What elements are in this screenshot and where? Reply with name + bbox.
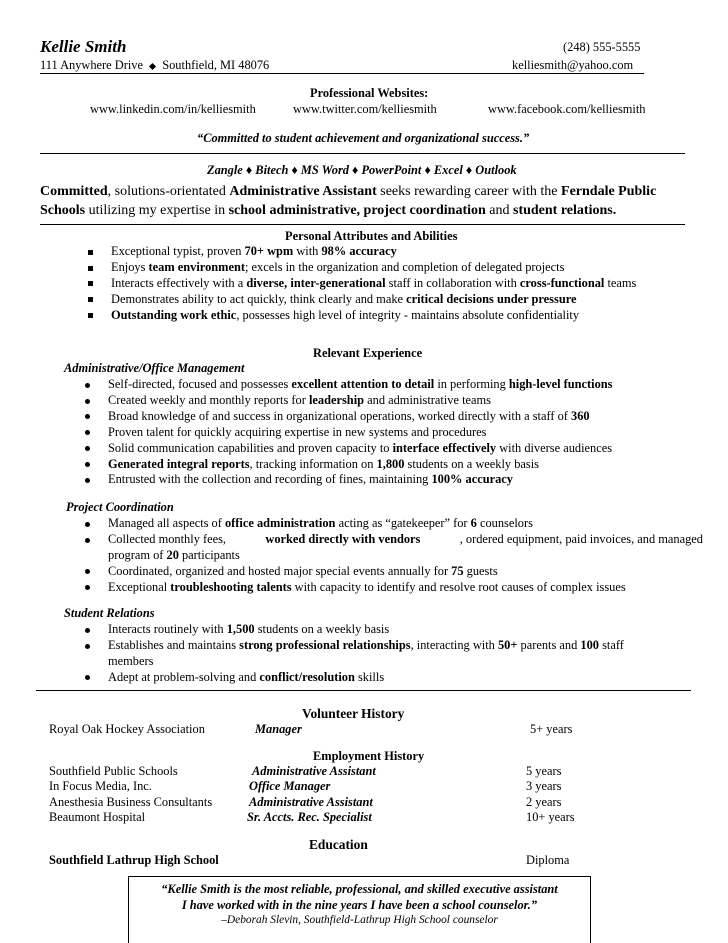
address-city: Southfield, MI 48076 [162,58,270,72]
job-years: 2 years [526,794,562,809]
list-item [111,260,636,276]
list-item [108,441,613,457]
job-title: Administrative Assistant [252,764,376,778]
item-bold: high-level functions [508,377,613,391]
item-text: Adept at problem-solving and [108,669,260,684]
bullet-icon [85,638,90,654]
job-title: Administrative Assistant [249,794,373,809]
phone-number: (248) 555-5555 [563,40,641,54]
bullet-icon [85,377,90,393]
table-row [0,810,728,826]
item-text: Proven talent for quickly acquiring expertise in new systems and procedures [108,424,487,439]
education-degree: Diploma [526,853,570,867]
item-text: in performing [434,377,509,391]
employer-name: Beaumont Hospital [49,809,146,824]
item-text: parents and [517,637,581,652]
item-text: with [293,244,322,258]
list-item [108,580,703,596]
job-title: Sr. Accts. Rec. Specialist [247,809,372,824]
motto: “Committed to student achievement and organizational success.” [197,131,530,145]
item-bold: office administration [224,516,336,530]
student-section-title: Student Relations [64,606,155,620]
item-bold: 50+ [497,637,518,652]
list-item [108,472,613,488]
address-street: 111 Anywhere Drive [40,58,143,72]
item-text: ; excels in the organization and completion of delegated projects [245,259,565,274]
item-text: students on a weekly basis [254,622,390,636]
item-text: skills [354,669,385,684]
education-heading: Education [309,837,368,852]
item-text: Enjoys [111,259,149,274]
item-text: acting as “gatekeeper” for [335,516,471,530]
item-bold: 100 [580,637,599,652]
list-item [108,622,624,638]
item-bold: team environment [148,259,246,274]
list-item [108,377,613,393]
list-item [111,244,636,260]
item-bold: 1,500 [226,622,255,636]
summary-paragraph [40,183,700,220]
job-title: Office Manager [249,779,331,794]
item-text: Managed all aspects of [108,516,225,530]
skills-bar: Zangle ♦ Bitech ♦ MS Word ♦ PowerPoint ♦ Excel ♦ Outlook [207,163,517,177]
item-text: and administrative teams [364,392,491,407]
summary-text: utilizing my expertise in [85,202,229,218]
item-text: , possesses high level of integrity - maintains absolute confidentiality [236,307,580,322]
item-bold: troubleshooting talents [170,579,292,594]
facebook-link[interactable]: www.facebook.com/kelliesmith [488,102,646,116]
volunteer-years: 5+ years [530,722,573,736]
bullet-icon [85,441,90,457]
list-item [108,670,624,686]
volunteer-role: Manager [255,722,302,736]
bullet-icon [88,260,93,276]
item-text: members [108,653,154,668]
item-bold: 100% accuracy [431,472,514,487]
item-text: , tracking information on [249,456,377,471]
item-text: staff [598,637,624,652]
item-bold: excellent attention to detail [291,377,435,391]
job-years: 3 years [526,779,562,794]
item-text: staff in collaboration with [385,275,520,290]
item-bold: interface effectively [392,440,497,455]
item-text: Coordinated, organized and hosted major special events annually for [108,563,452,578]
job-years: 5 years [526,764,562,778]
bullet-icon [85,580,90,596]
bullet-icon [85,457,90,473]
list-item [108,516,703,532]
item-text: Broad knowledge of and success in organizational operations, worked directly with a staff of [108,408,572,423]
item-bold: 70+ wpm [244,244,294,258]
list-item [111,308,636,324]
admin-list [108,377,613,488]
item-text: Collected monthly fees, [108,531,227,546]
summary-text: and [485,202,513,218]
bullet-icon [85,516,90,532]
item-bold: cross-functional [519,275,605,290]
item-text: Self-directed, focused and possesses [108,377,292,391]
item-bold: critical decisions under pressure [406,291,577,306]
bullet-icon [88,276,93,292]
item-text: students on a weekly basis [404,456,539,471]
education-school: Southfield Lathrup High School [49,853,219,867]
list-item [108,425,613,441]
bullet-icon [88,244,93,260]
employment-heading: Employment History [313,749,425,763]
list-item [108,564,703,580]
list-item [111,292,636,308]
linkedin-link[interactable]: www.linkedin.com/in/kelliesmith [90,102,256,116]
bullet-icon [85,564,90,580]
twitter-link[interactable]: www.twitter.com/kelliesmith [293,102,437,116]
testimonial-attribution: –Deborah Slevin, Southfield-Lathrup High School counselor [221,914,498,926]
item-text: Solid communication capabilities and proven capacity to [108,440,393,455]
employer-name: In Focus Media, Inc. [49,779,152,794]
list-item [108,409,613,425]
list-item [111,276,636,292]
table-row [0,722,728,738]
item-text: program of [108,547,167,562]
table-row [0,853,728,869]
employer-name: Anesthesia Business Consultants [49,794,213,809]
volunteer-org: Royal Oak Hockey Association [49,722,205,736]
bullet-icon [85,532,90,548]
volunteer-heading: Volunteer History [302,706,405,721]
bullet-icon [85,425,90,441]
header-divider [40,73,644,74]
item-bold: 98% accuracy [321,244,397,258]
motto-divider [40,153,685,154]
item-text: participants [178,547,240,562]
item-text: , ordered equipment, paid invoices, and managed [459,531,703,546]
student-list [108,622,624,686]
testimonial-box [128,876,591,943]
email-address: kelliesmith@yahoo.com [512,58,634,72]
project-list [108,516,703,596]
item-text: , interacting with [410,637,498,652]
item-bold: strong professional relationships [239,637,411,652]
attributes-list [111,244,636,324]
summary-bold: Ferndale Public [561,184,657,199]
list-item [108,393,613,409]
item-text: Establishes and maintains [108,637,240,652]
address [40,58,269,73]
summary-bold: Schools [40,202,86,218]
item-bold: diverse, inter-generational [246,275,386,290]
item-bold: 6 [470,516,477,530]
item-bold: 360 [571,408,590,423]
item-text: Exceptional [108,579,171,594]
bullet-icon [85,409,90,425]
summary-bold: Committed [40,184,108,199]
item-text: Interacts effectively with a [111,275,247,290]
list-item [108,532,703,564]
testimonial-line-2: I have worked with in the nine years I have been a school counselor.” [181,898,538,912]
item-text: Demonstrates ability to act quickly, think clearly and make [111,291,407,306]
item-text: with capacity to identify and resolve root causes of complex issues [291,579,626,594]
item-bold: 75 [451,563,464,578]
list-item [108,457,613,473]
item-bold: 1,800 [376,456,405,471]
table-row [0,779,728,795]
item-text: counselors [476,516,533,530]
item-text: Created weekly and monthly reports for [108,392,309,407]
bullet-icon [88,292,93,308]
table-row [0,795,728,811]
summary-bold: student relations. [513,202,617,218]
list-item [108,638,624,670]
item-bold: 20 [166,547,179,562]
item-bold: Generated integral reports [108,456,250,471]
item-bold: worked directly with vendors [265,531,421,546]
summary-divider [40,224,685,225]
item-bold: Outstanding work ethic [111,307,237,322]
summary-bold: Administrative Assistant [229,184,377,199]
diamond-separator-icon [149,63,156,70]
bullet-icon [85,670,90,686]
bullet-icon [85,393,90,409]
item-text: with diverse audiences [496,440,613,455]
admin-section-title: Administrative/Office Management [64,361,245,375]
experience-heading: Relevant Experience [313,346,423,360]
candidate-name: Kellie Smith [40,37,127,56]
item-text: Entrusted with the collection and recording of fines, maintaining [108,472,432,487]
project-section-title: Project Coordination [66,500,174,514]
item-bold: leadership [308,392,365,407]
item-bold: conflict/resolution [259,669,355,684]
experience-divider [36,690,691,691]
item-text: Interacts routinely with [108,622,227,636]
item-text: teams [604,275,637,290]
table-row [0,764,728,780]
summary-text: seeks rewarding career with the [376,184,562,199]
employer-name: Southfield Public Schools [49,764,178,778]
item-text: guests [463,563,498,578]
bullet-icon [85,472,90,488]
bullet-icon [88,308,93,324]
websites-heading: Professional Websites: [310,86,429,100]
summary-bold: school administrative, project coordination [228,202,486,218]
testimonial-line-1: “Kellie Smith is the most reliable, professional, and skilled executive assistant [161,882,558,896]
attributes-heading: Personal Attributes and Abilities [285,229,458,243]
item-text: Exceptional typist, proven [111,244,245,258]
bullet-icon [85,622,90,638]
job-years: 10+ years [526,809,575,824]
summary-text: , solutions-orientated [107,184,230,199]
